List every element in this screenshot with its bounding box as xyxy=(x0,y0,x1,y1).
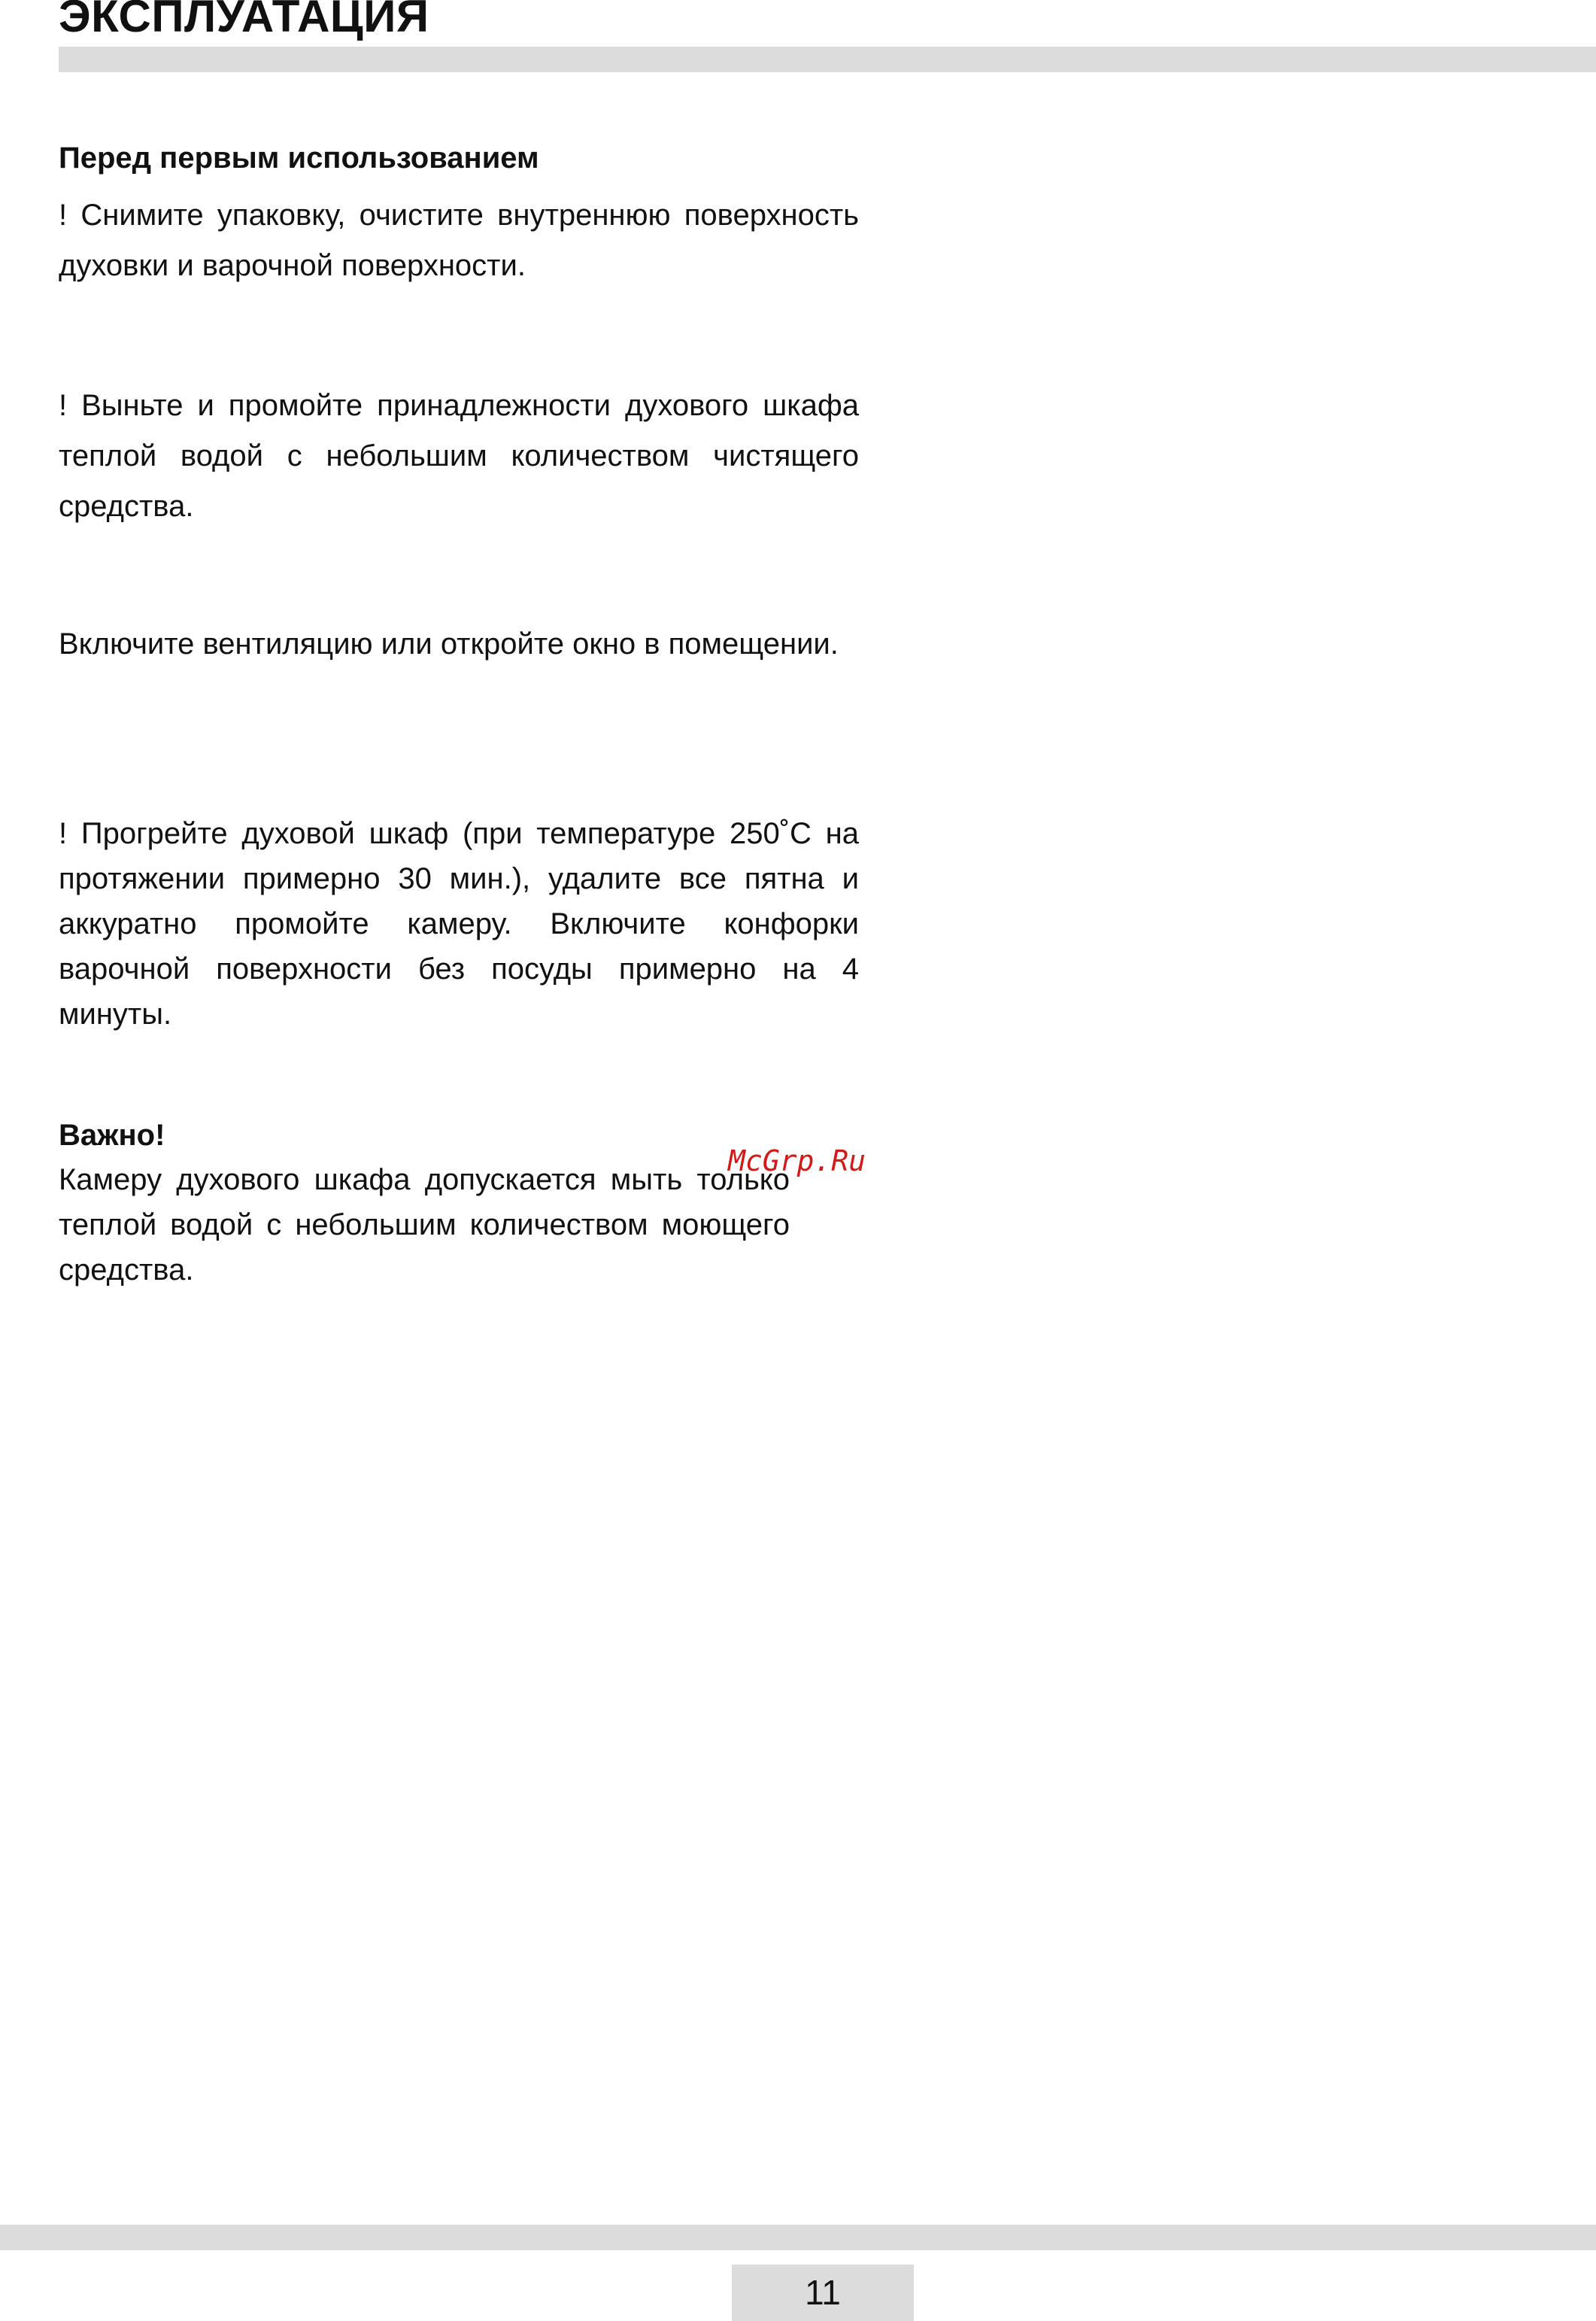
important-title: Важно! xyxy=(59,1119,165,1152)
header-bar xyxy=(59,47,1596,72)
paragraph-ventilation: Включите вентиляцию или откройте окно в помещении. xyxy=(59,627,839,661)
paragraph-preheat-oven: ! Прогрейте духовой шкаф (при температуре 250˚С на протяжении примерно 30 мин.), удалите все пятна и аккуратно промойте камеру. Включите конфорки варочной поверхности без посуды примерно на 4 минуты. xyxy=(59,817,859,1031)
footer-bar xyxy=(0,2225,1596,2250)
page-number: 11 xyxy=(732,2265,914,2321)
watermark-logo: McGrp.Ru xyxy=(728,1144,866,1177)
paragraph-remove-packaging: ! Снимите упаковку, очистите внутреннюю поверхность духовки и варочной поверхности. xyxy=(59,199,859,282)
paragraph-wash-accessories: ! Выньте и промойте принадлежности духового шкафа теплой водой с небольшим количеством чистящего средства. xyxy=(59,389,859,523)
section-title: Перед первым использованием xyxy=(59,141,539,175)
page-title: ЭКСПЛУАТАЦИЯ xyxy=(59,0,429,41)
important-text: Камеру духового шкафа допускается мыть только теплой водой с небольшим количеством моющего средства. xyxy=(59,1163,790,1287)
